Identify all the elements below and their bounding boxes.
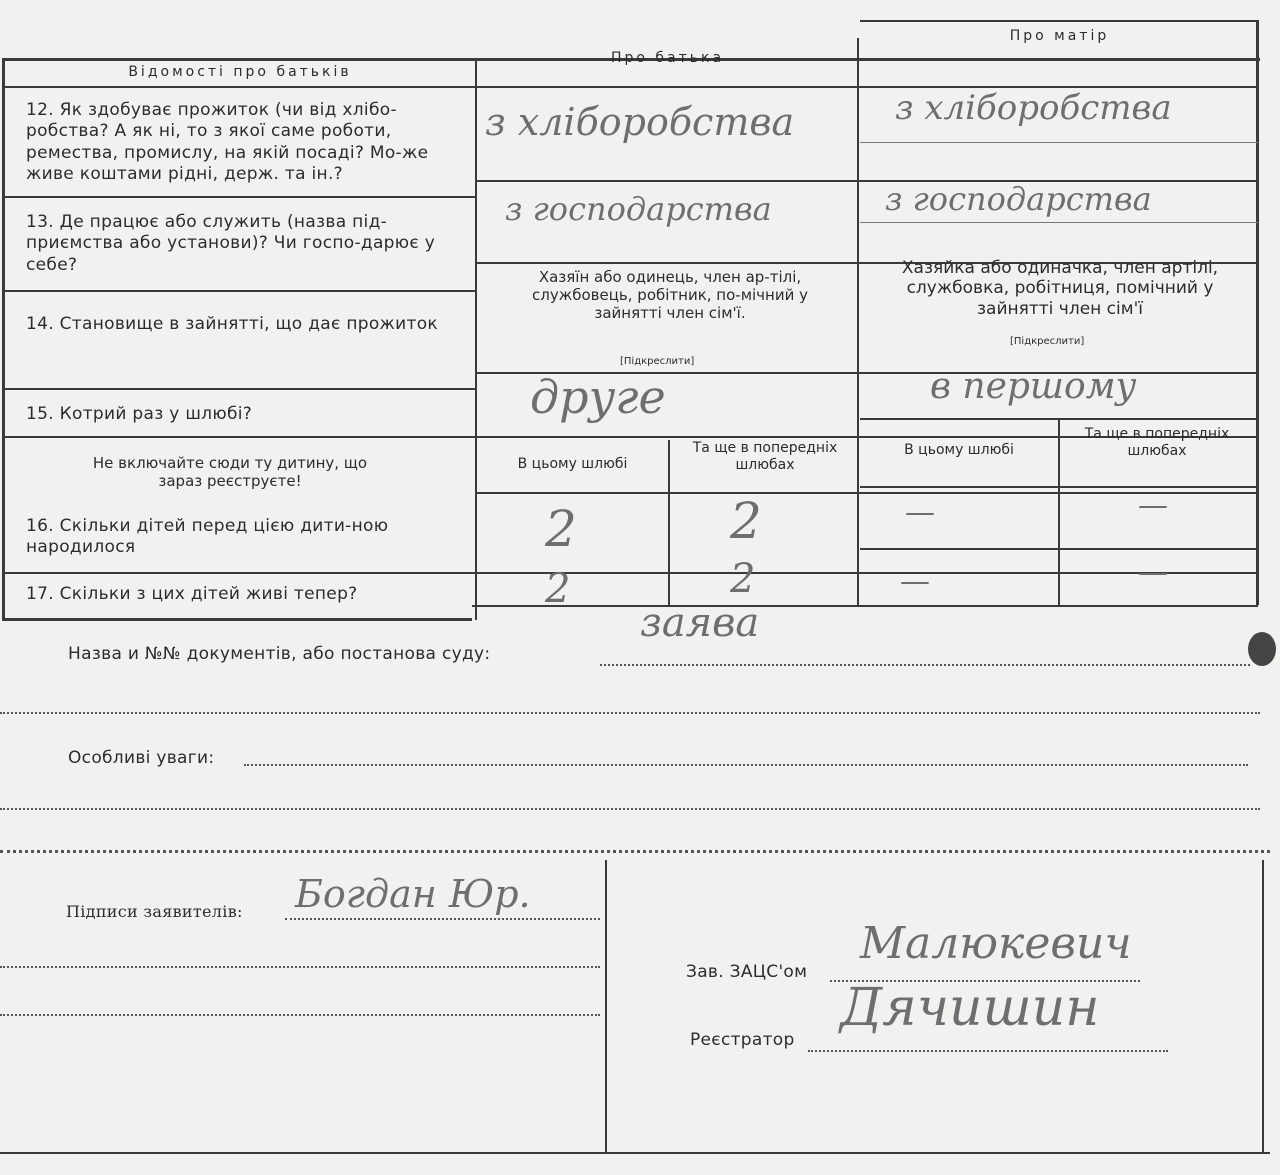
question-17: 17. Скільки з цих дітей живі тепер? [26, 584, 358, 604]
q17-mother-this: — [900, 564, 930, 599]
q14-father-options: Хазяїн або одинець, член ар-тілі, службовець, робітник, по-мічний у зайнятті член сім'ї. [531, 268, 808, 322]
head-zags-signature: Малюкевич [860, 918, 1132, 969]
mother-prev-marriages-header: Та ще в попередніх шлюбах [1084, 426, 1230, 459]
q12-father-answer: з хліборобства [485, 100, 795, 144]
q17-father-this: 2 [545, 566, 571, 606]
documents-label: Назва и №№ документів, або постанова суду: [68, 644, 491, 664]
registrar-line [808, 1050, 1168, 1052]
documents-value: заява [640, 600, 760, 646]
remarks-extra-line [0, 808, 1260, 810]
father-prev-marriages-header: Та ще в попередніх шлюбах [692, 440, 838, 473]
q15-father-answer: друге [530, 370, 666, 424]
header-mother: Про матір [1009, 28, 1110, 44]
q15-mother-answer: в першому [930, 366, 1137, 407]
head-zags-label: Зав. ЗАЦС'ом [686, 962, 808, 982]
registrar-label: Реєстратор [690, 1030, 795, 1050]
q16-mother-prev: — [1138, 488, 1168, 523]
question-14: 14. Становище в зайнятті, що дає прожиток [26, 314, 438, 334]
q14-mother-options: Хазяйка або одиначка, член артілі, службовка, робітниця, помічний у зайнятті член сім'ї [901, 258, 1219, 319]
header-info: Відомості про батьків [128, 64, 352, 80]
applicants-extra-line-2 [0, 1014, 600, 1016]
q13-father-answer: з господарства [505, 190, 772, 228]
documents-extra-line [0, 712, 1260, 714]
remarks-dotted-line [244, 764, 1248, 766]
question-15: 15. Котрий раз у шлюбі? [26, 404, 253, 424]
applicants-extra-line-1 [0, 966, 600, 968]
question-12: 12. Як здобуває прожиток (чи від хлібо-робства? А як ні, то з якої саме роботи, ремества, промислу, на якій посаді? Мо-же живе коштами рідні, держ. та ін.? [26, 100, 429, 184]
q14-mother-underline-note: [Підкреслити] [1010, 336, 1085, 347]
section-divider [0, 850, 1270, 853]
ink-blot [1248, 632, 1276, 666]
q13-mother-answer: з господарства [885, 180, 1152, 218]
father-this-marriage-header: В цьому шлюбі [517, 456, 628, 472]
exclude-child-note: Не включайте сюди ту дитину, що зараз реєструєте! [92, 454, 368, 490]
question-16: 16. Скільки дітей перед цією дити-ною народилося [26, 516, 389, 558]
documents-dotted-line [600, 664, 1250, 666]
question-13: 13. Де працює або служить (назва під-приємства або установи)? Чи госпо-дарює у себе? [26, 212, 436, 275]
q12-mother-answer: з хліборобства [895, 88, 1172, 128]
header-father: Про батька [610, 50, 725, 66]
registrar-signature: Дячишин [840, 978, 1100, 1038]
q17-mother-prev: — [1138, 555, 1168, 590]
q14-father-underline-note: [Підкреслити] [620, 356, 695, 367]
signature-column-divider [605, 860, 607, 1152]
mother-this-marriage-header: В цьому шлюбі [904, 442, 1014, 458]
applicants-signature-label: Підписи заявителів: [66, 902, 243, 921]
remarks-label: Особливі уваги: [68, 748, 215, 768]
q17-father-prev: 2 [730, 556, 756, 602]
applicants-signature: Богдан Юр. [295, 872, 531, 916]
applicants-signature-line [285, 918, 600, 920]
q16-father-prev: 2 [730, 492, 762, 550]
q16-mother-this: — [905, 495, 935, 530]
q16-father-this: 2 [545, 500, 577, 558]
